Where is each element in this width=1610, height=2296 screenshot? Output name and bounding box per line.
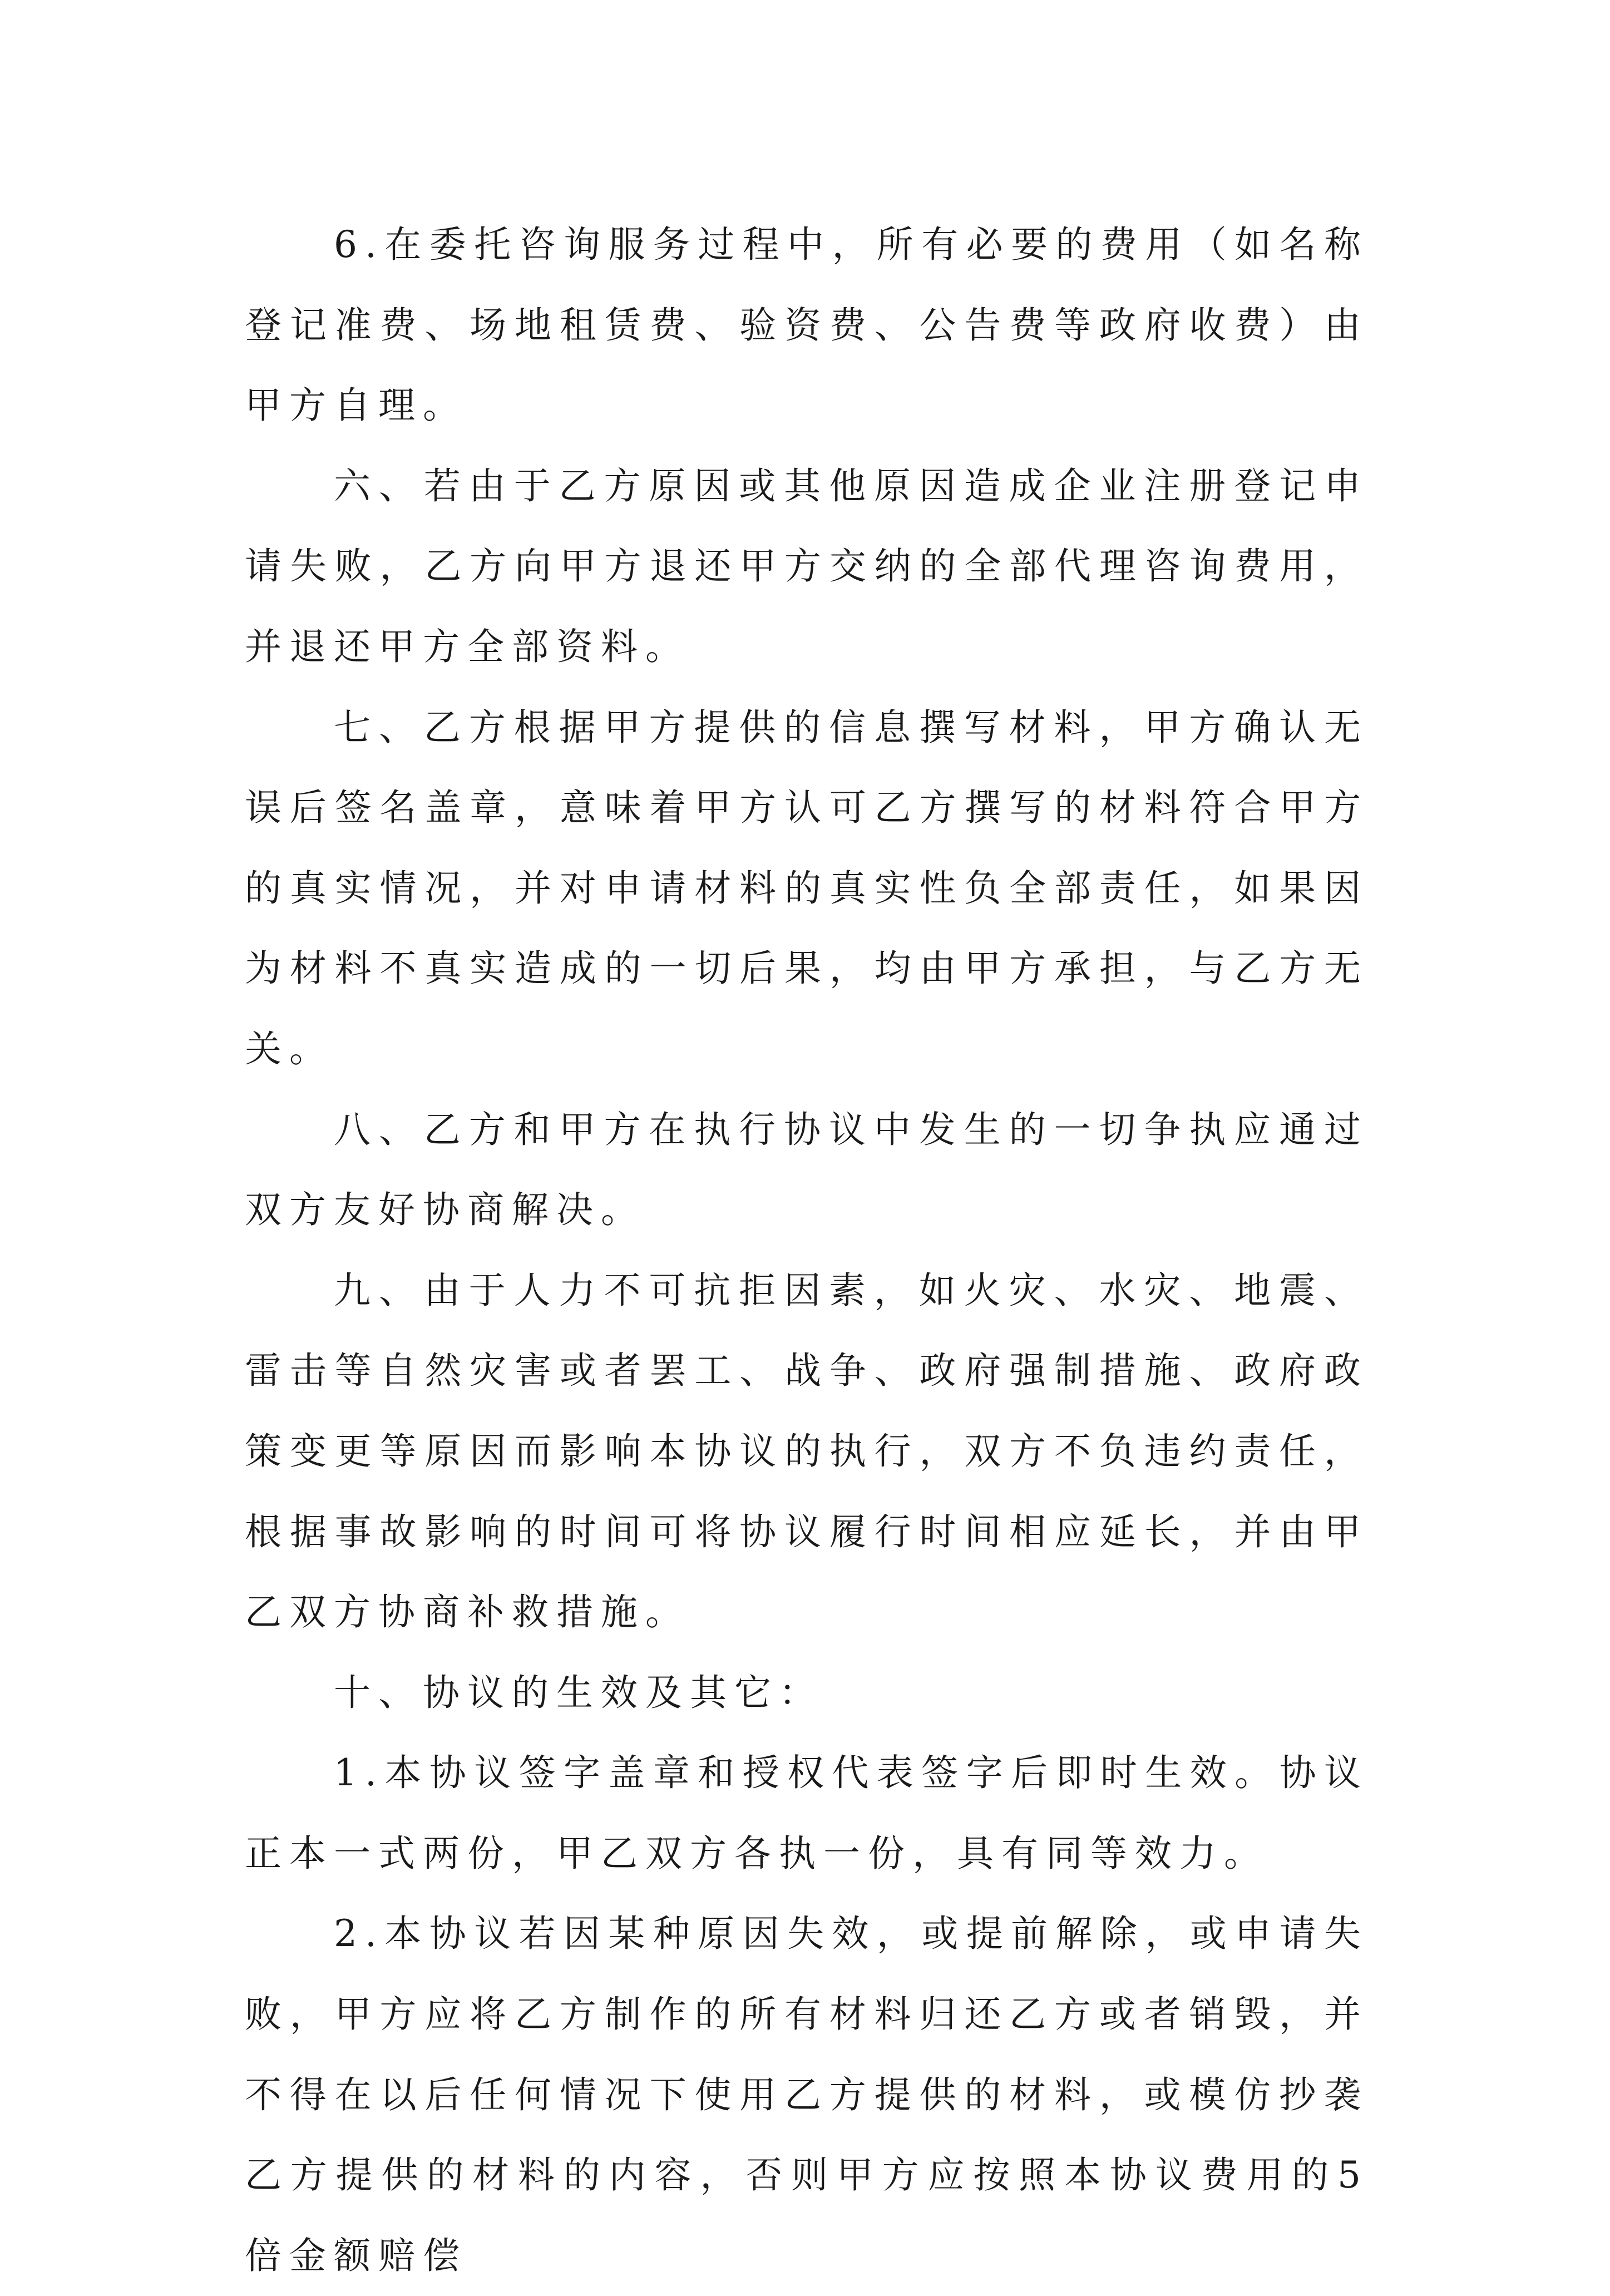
paragraph-item-6-fees: 6.在委托咨询服务过程中，所有必要的费用（如名称登记准费、场地租赁费、验资费、公告费等政府收费）由甲方自理。 — [245, 223, 1369, 427]
paragraph-clause-10-item-2: 2.本协议若因某种原因失效，或提前解除，或申请失败，甲方应将乙方制作的所有材料归还乙方或者销毁，并不得在以后任何情况下使用乙方提供的材料，或模仿抄袭乙方提供的材料的内容，否则甲方应按照本协议费用的5倍金额赔偿 — [245, 1912, 1369, 2277]
paragraph-clause-7-materials: 七、乙方根据甲方提供的信息撰写材料，甲方确认无误后签名盖章，意味着甲方认可乙方撰写的材料符合甲方的真实情况，并对申请材料的真实性负全部责任，如果因为材料不真实造成的一切后果，均由甲方承担，与乙方无关。 — [245, 705, 1369, 1070]
document-body — [245, 205, 1369, 2296]
paragraph-clause-10-heading: 十、协议的生效及其它： — [334, 1671, 823, 1714]
paragraph-clause-9-force-majeure: 九、由于人力不可抗拒因素，如火灾、水灾、地震、雷击等自然灾害或者罢工、战争、政府强制措施、政府政策变更等原因而影响本协议的执行，双方不负违约责任，根据事故影响的时间可将协议履行时间相应延长，并由甲乙双方协商补救措施。 — [245, 1268, 1369, 1634]
paragraph-clause-10-item-1: 1.本协议签字盖章和授权代表签字后即时生效。协议正本一式两份，甲乙双方各执一份，具有同等效力。 — [245, 1751, 1369, 1875]
paragraph-clause-6-refund: 六、若由于乙方原因或其他原因造成企业注册登记申请失败，乙方向甲方退还甲方交纳的全部代理咨询费用，并退还甲方全部资料。 — [245, 464, 1369, 668]
paragraph-clause-8-disputes: 八、乙方和甲方在执行协议中发生的一切争执应通过双方友好协商解决。 — [245, 1108, 1369, 1232]
